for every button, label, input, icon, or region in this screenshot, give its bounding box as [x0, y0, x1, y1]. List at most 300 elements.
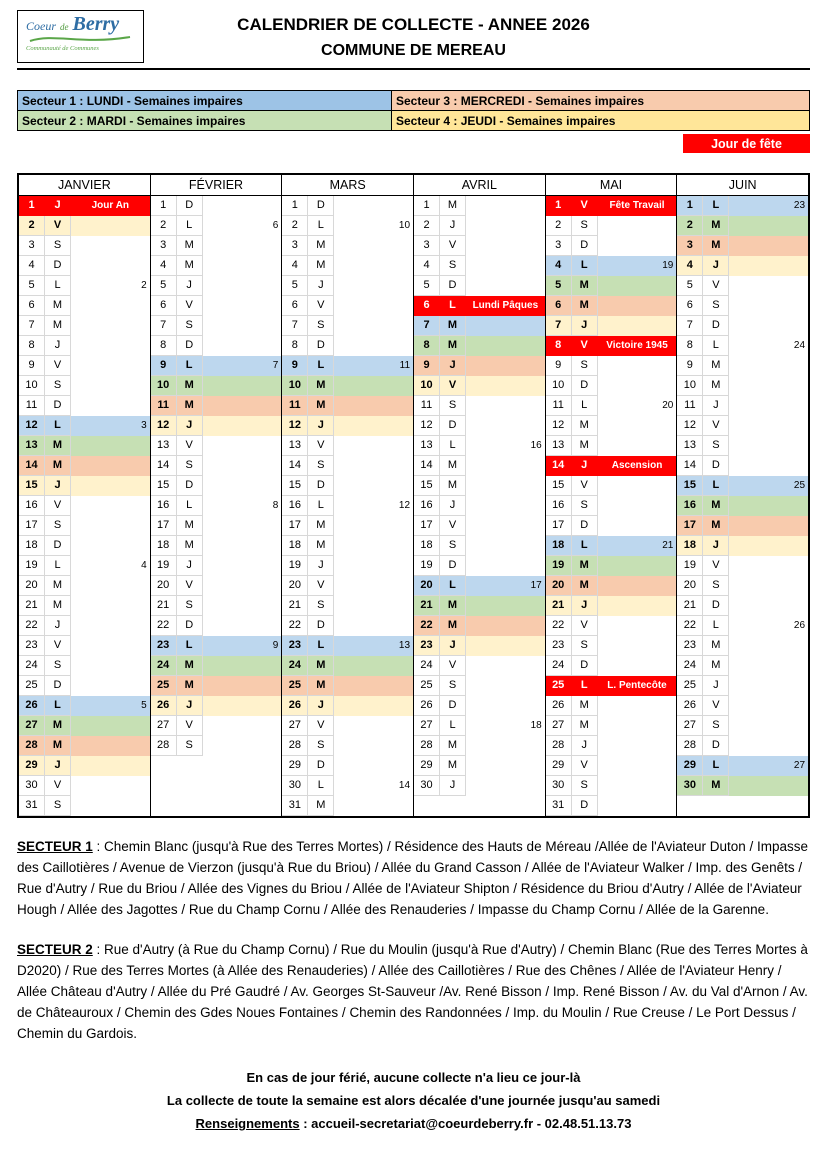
day-number: 12	[282, 416, 308, 436]
day-note	[334, 676, 413, 696]
day-letter: M	[703, 516, 729, 536]
day-letter: V	[45, 496, 71, 516]
day-number: 20	[546, 576, 572, 596]
day-letter: M	[440, 736, 466, 756]
day-note	[334, 596, 413, 616]
day-note	[466, 196, 545, 216]
day-number: 30	[19, 776, 45, 796]
day-row	[414, 196, 545, 216]
day-number: 1	[414, 196, 440, 216]
day-letter: S	[45, 796, 71, 816]
day-note	[466, 636, 545, 656]
day-letter: D	[177, 336, 203, 356]
day-note	[203, 596, 282, 616]
day-number: 3	[546, 236, 572, 256]
day-row	[546, 736, 677, 756]
day-note	[71, 236, 150, 256]
day-number: 6	[19, 296, 45, 316]
day-note	[729, 596, 808, 616]
day-number: 17	[19, 516, 45, 536]
day-letter: J	[440, 496, 466, 516]
day-row	[19, 516, 150, 536]
day-row	[677, 196, 808, 216]
day-note	[466, 656, 545, 676]
day-letter: M	[703, 656, 729, 676]
day-number: 17	[151, 516, 177, 536]
day-row	[677, 636, 808, 656]
day-letter: M	[177, 676, 203, 696]
day-number: 7	[414, 316, 440, 336]
logo	[17, 10, 144, 63]
day-note	[729, 316, 808, 336]
week-number: 20	[662, 400, 674, 411]
day-note	[71, 336, 150, 356]
day-note	[729, 236, 808, 256]
day-row	[546, 276, 677, 296]
day-letter: J	[177, 416, 203, 436]
day-number: 5	[19, 276, 45, 296]
legend-grid	[17, 90, 810, 131]
day-row	[151, 576, 282, 596]
day-number: 23	[677, 636, 703, 656]
month-body	[677, 196, 808, 816]
day-letter: S	[572, 216, 598, 236]
day-note	[71, 376, 150, 396]
day-number: 11	[414, 396, 440, 416]
day-note	[466, 756, 545, 776]
day-note	[334, 656, 413, 676]
day-letter: S	[177, 316, 203, 336]
day-note	[203, 536, 282, 556]
day-number: 1	[282, 196, 308, 216]
day-row	[282, 776, 413, 796]
day-letter: J	[45, 476, 71, 496]
day-note	[466, 736, 545, 756]
day-row	[546, 236, 677, 256]
day-note	[729, 776, 808, 796]
day-note	[203, 616, 282, 636]
day-row	[546, 356, 677, 376]
day-number: 28	[546, 736, 572, 756]
day-note	[203, 296, 282, 316]
day-note	[71, 636, 150, 656]
day-note	[466, 376, 545, 396]
month-body	[282, 196, 413, 816]
day-row	[151, 396, 282, 416]
day-number: 4	[546, 256, 572, 276]
day-number: 17	[677, 516, 703, 536]
day-number: 13	[414, 436, 440, 456]
day-note	[466, 696, 545, 716]
day-note	[729, 436, 808, 456]
day-number: 3	[414, 236, 440, 256]
legend-sector-2: Secteur 2 : MARDI - Semaines impaires	[18, 111, 391, 130]
day-number: 26	[677, 696, 703, 716]
day-number: 7	[282, 316, 308, 336]
day-letter: M	[45, 736, 71, 756]
day-letter: J	[703, 536, 729, 556]
sector-2-text: : Rue d'Autry (à Rue du Champ Cornu) / Rue du Moulin (jusqu'à Rue d'Autry) / Chemin Blanc (Rue des Terres Mortes à D2020) / Rue des Terres Mortes (à Allée des Renauderies) / Allée des Caillotières / Rue des Chênes / Allée de l'Aviateur Henry / Allée Château d'Autry / Allée du Pré Gaudré / Av. Georges St-Sauveur /Av. René Bisson / Imp. René Bisson / Av. du Val d'Arnon / Av. de Châteauroux / Chemin des Gdes Noues Fontaines / Chemin des Randonnées / Imp. du Moulin / Rue Creuse / Le Port Dessus / Chemin du Gardois.	[17, 942, 808, 1041]
day-number: 10	[19, 376, 45, 396]
day-letter: J	[177, 556, 203, 576]
day-letter: M	[177, 536, 203, 556]
week-number: 7	[272, 360, 279, 371]
day-letter: V	[308, 436, 334, 456]
day-row	[282, 456, 413, 476]
day-letter: M	[572, 436, 598, 456]
day-row	[677, 376, 808, 396]
day-number: 10	[546, 376, 572, 396]
day-letter: M	[308, 516, 334, 536]
day-letter: S	[703, 436, 729, 456]
day-number: 4	[677, 256, 703, 276]
day-note	[334, 276, 413, 296]
day-row	[282, 396, 413, 416]
day-row	[19, 496, 150, 516]
day-row	[19, 616, 150, 636]
calendar-grid	[17, 173, 810, 818]
day-letter: J	[572, 736, 598, 756]
holiday-label: L. Pentecôte	[607, 680, 667, 691]
day-row	[677, 436, 808, 456]
day-letter: M	[177, 516, 203, 536]
day-letter: D	[572, 656, 598, 676]
day-number: 4	[19, 256, 45, 276]
day-row	[677, 716, 808, 736]
day-note	[598, 776, 677, 796]
day-note	[466, 496, 545, 516]
day-number: 8	[151, 336, 177, 356]
day-letter: D	[440, 276, 466, 296]
day-note	[466, 316, 545, 336]
legend	[17, 90, 810, 153]
day-letter: L	[308, 636, 334, 656]
legend-sector-3: Secteur 3 : MERCREDI - Semaines impaires	[392, 91, 809, 110]
day-number: 7	[546, 316, 572, 336]
day-number: 14	[414, 456, 440, 476]
day-note	[598, 316, 677, 336]
month-header: AVRIL	[414, 175, 545, 196]
day-number: 5	[282, 276, 308, 296]
day-number: 21	[546, 596, 572, 616]
week-number: 17	[530, 580, 542, 591]
day-row	[414, 496, 545, 516]
day-number: 9	[151, 356, 177, 376]
footer-contact-label: Renseignements	[195, 1116, 300, 1131]
day-letter: M	[308, 656, 334, 676]
day-number: 23	[19, 636, 45, 656]
day-letter: J	[45, 616, 71, 636]
day-letter: D	[177, 476, 203, 496]
day-row	[282, 356, 413, 376]
day-number: 16	[414, 496, 440, 516]
day-note	[334, 796, 413, 816]
day-note	[71, 516, 150, 536]
day-note	[334, 696, 413, 716]
day-note	[71, 296, 150, 316]
day-number: 5	[546, 276, 572, 296]
day-note	[203, 696, 282, 716]
day-note	[334, 396, 413, 416]
day-number: 8	[677, 336, 703, 356]
day-row	[151, 416, 282, 436]
day-row	[414, 276, 545, 296]
day-letter: V	[308, 716, 334, 736]
day-row	[414, 436, 545, 456]
month-header: FÉVRIER	[151, 175, 282, 196]
day-letter: D	[572, 236, 598, 256]
day-letter: J	[703, 396, 729, 416]
day-note	[334, 616, 413, 636]
day-note	[71, 616, 150, 636]
day-note	[71, 776, 150, 796]
month-column-janvier	[19, 175, 151, 816]
logo-text	[26, 14, 137, 34]
day-letter: D	[308, 196, 334, 216]
day-letter: M	[440, 476, 466, 496]
day-row	[414, 676, 545, 696]
day-letter: M	[308, 256, 334, 276]
day-letter: M	[177, 376, 203, 396]
holiday-label: Lundi Pâques	[472, 300, 539, 311]
day-row	[414, 456, 545, 476]
day-number: 19	[282, 556, 308, 576]
day-number: 16	[546, 496, 572, 516]
day-note	[729, 276, 808, 296]
day-letter: L	[572, 396, 598, 416]
day-letter: V	[45, 776, 71, 796]
day-row	[546, 616, 677, 636]
day-number: 22	[19, 616, 45, 636]
day-number: 18	[546, 536, 572, 556]
day-letter: L	[703, 196, 729, 216]
day-letter: V	[440, 376, 466, 396]
day-number: 23	[282, 636, 308, 656]
day-note	[598, 656, 677, 676]
day-letter: V	[572, 756, 598, 776]
day-letter: L	[177, 216, 203, 236]
day-number: 24	[677, 656, 703, 676]
legend-sector-4: Secteur 4 : JEUDI - Semaines impaires	[392, 111, 809, 130]
day-letter: M	[440, 196, 466, 216]
week-number: 3	[141, 420, 147, 431]
day-letter: M	[45, 716, 71, 736]
day-letter: J	[177, 276, 203, 296]
day-row	[546, 636, 677, 656]
day-letter: M	[572, 556, 598, 576]
day-number: 11	[19, 396, 45, 416]
week-number: 2	[141, 280, 147, 291]
week-number: 21	[662, 540, 674, 551]
day-number: 25	[19, 676, 45, 696]
day-note	[598, 276, 677, 296]
day-letter: V	[703, 556, 729, 576]
day-letter: J	[54, 199, 61, 211]
day-row	[282, 496, 413, 516]
day-letter: M	[572, 296, 598, 316]
day-note	[334, 576, 413, 596]
day-number: 9	[414, 356, 440, 376]
month-column-mai	[546, 175, 678, 816]
day-note	[598, 756, 677, 776]
day-note	[71, 536, 150, 556]
day-note	[598, 736, 677, 756]
day-letter: V	[703, 416, 729, 436]
day-letter: L	[308, 496, 334, 516]
day-letter: J	[308, 416, 334, 436]
day-number: 24	[414, 656, 440, 676]
day-row	[677, 516, 808, 536]
day-number: 6	[282, 296, 308, 316]
month-body	[414, 196, 545, 816]
day-row	[546, 416, 677, 436]
day-note	[334, 436, 413, 456]
day-number: 10	[151, 376, 177, 396]
day-letter: S	[572, 496, 598, 516]
day-number: 16	[151, 496, 177, 516]
day-note	[466, 556, 545, 576]
day-note	[466, 456, 545, 476]
day-number: 6	[546, 296, 572, 316]
day-note	[466, 416, 545, 436]
day-row	[151, 476, 282, 496]
legend-holiday: Jour de fête	[683, 134, 810, 153]
legend-sector-1: Secteur 1 : LUNDI - Semaines impaires	[18, 91, 391, 110]
day-letter: D	[572, 516, 598, 536]
day-number: 13	[677, 436, 703, 456]
day-row	[414, 296, 545, 316]
day-number: 9	[282, 356, 308, 376]
day-number: 15	[151, 476, 177, 496]
day-letter: M	[308, 236, 334, 256]
day-note	[598, 556, 677, 576]
day-letter: S	[440, 256, 466, 276]
day-number: 26	[414, 696, 440, 716]
day-row	[677, 236, 808, 256]
day-note	[598, 636, 677, 656]
day-row	[414, 356, 545, 376]
day-row	[151, 676, 282, 696]
day-number: 2	[546, 216, 572, 236]
day-letter: S	[308, 456, 334, 476]
week-number: 25	[793, 480, 806, 491]
day-number: 8	[19, 336, 45, 356]
day-row	[19, 436, 150, 456]
footer-line-2: La collecte de toute la semaine est alors décalée d'une journée jusqu'au samedi	[166, 1093, 661, 1108]
week-number: 9	[272, 640, 279, 651]
day-letter: S	[308, 736, 334, 756]
day-row	[546, 576, 677, 596]
day-number: 21	[19, 596, 45, 616]
day-letter: J	[308, 696, 334, 716]
day-note	[71, 796, 150, 816]
day-number: 14	[677, 456, 703, 476]
day-note	[203, 556, 282, 576]
day-note	[466, 676, 545, 696]
day-number: 7	[151, 316, 177, 336]
day-letter: M	[177, 256, 203, 276]
day-letter: V	[440, 656, 466, 676]
day-number: 23	[414, 636, 440, 656]
day-note	[334, 236, 413, 256]
day-number: 28	[282, 736, 308, 756]
day-number: 17	[282, 516, 308, 536]
day-number: 17	[414, 516, 440, 536]
day-row	[19, 316, 150, 336]
day-note	[729, 416, 808, 436]
footer-contact-info: : accueil-secretariat@coeurdeberry.fr - 02.48.51.13.73	[299, 1116, 632, 1131]
day-note	[71, 396, 150, 416]
day-number: 21	[151, 596, 177, 616]
week-number: 4	[141, 560, 147, 571]
day-number: 3	[19, 236, 45, 256]
month-header: JANVIER	[19, 175, 150, 196]
day-letter: M	[572, 416, 598, 436]
day-number: 11	[546, 396, 572, 416]
day-number: 22	[414, 616, 440, 636]
day-note	[71, 736, 150, 756]
day-row	[677, 416, 808, 436]
day-row	[414, 756, 545, 776]
sector-1-label: SECTEUR 1	[17, 839, 93, 854]
day-number: 3	[282, 236, 308, 256]
week-number: 6	[272, 220, 279, 231]
sector-descriptions	[17, 836, 810, 1044]
day-letter: M	[177, 656, 203, 676]
week-number: 8	[272, 500, 279, 511]
day-row	[151, 276, 282, 296]
day-row	[677, 576, 808, 596]
day-letter: V	[45, 636, 71, 656]
day-note	[466, 616, 545, 636]
day-number: 14	[282, 456, 308, 476]
day-note	[729, 656, 808, 676]
day-number: 18	[414, 536, 440, 556]
day-row	[282, 756, 413, 776]
day-number: 5	[414, 276, 440, 296]
day-row	[677, 616, 808, 636]
day-letter: J	[581, 459, 588, 471]
day-row	[414, 696, 545, 716]
day-note	[334, 316, 413, 336]
day-letter: V	[177, 576, 203, 596]
day-note	[466, 336, 545, 356]
day-number: 25	[282, 676, 308, 696]
day-row	[19, 716, 150, 736]
day-number: 24	[151, 656, 177, 676]
day-row	[282, 416, 413, 436]
day-row	[546, 196, 677, 216]
day-letter: M	[440, 756, 466, 776]
day-note	[729, 376, 808, 396]
week-number: 13	[398, 640, 411, 651]
day-note	[598, 796, 677, 816]
day-row	[19, 196, 150, 216]
day-letter: L	[703, 336, 729, 356]
day-note	[203, 436, 282, 456]
day-note	[466, 216, 545, 236]
day-row	[546, 476, 677, 496]
day-row	[19, 796, 150, 816]
day-letter: M	[45, 596, 71, 616]
day-letter: S	[440, 676, 466, 696]
day-note	[598, 216, 677, 236]
day-note	[598, 496, 677, 516]
day-note	[729, 356, 808, 376]
day-number: 16	[19, 496, 45, 516]
day-letter: V	[572, 476, 598, 496]
day-row	[151, 376, 282, 396]
